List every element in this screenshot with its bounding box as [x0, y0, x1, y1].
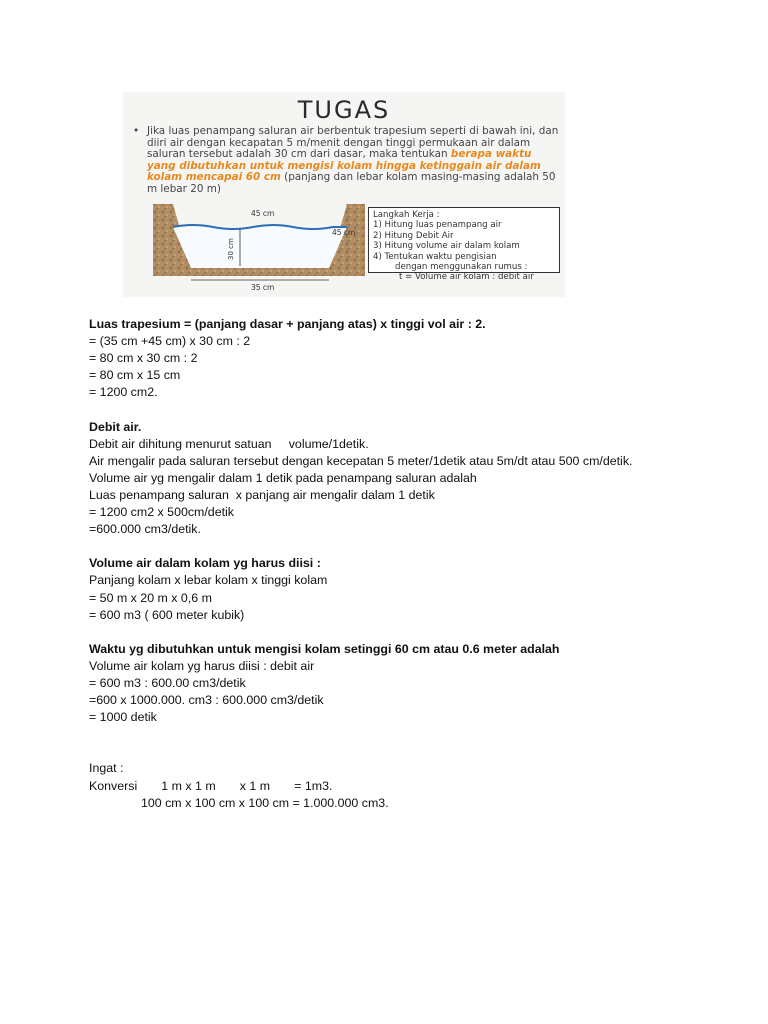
- step-4-formula: t = Volume air kolam : debit air: [399, 272, 534, 283]
- channel-water: [173, 227, 347, 268]
- task-description: [133, 125, 561, 196]
- calc-line: Air mengalir pada saluran tersebut dengan kecepatan 5 meter/1detik atau 5m/dt atau 500 cm/detik.: [89, 453, 633, 468]
- trapezoid-area-formula: Luas trapesium = (panjang dasar + panjang atas) x tinggi vol air : 2.: [89, 317, 486, 331]
- calc-line: = 50 m x 20 m x 0,6 m: [89, 590, 212, 605]
- section-heading-debit: Debit air.: [89, 419, 142, 434]
- step-4: 4) Tentukan waktu pengisian: [373, 251, 497, 262]
- step-4-continued: dengan menggunakan rumus :: [395, 262, 528, 273]
- calc-line: = 600 m3 : 600.00 cm3/detik: [89, 675, 246, 690]
- bullet-icon: •: [133, 125, 140, 137]
- calc-line: = 80 cm x 30 cm : 2: [89, 351, 198, 366]
- work-steps-box: [368, 207, 560, 283]
- solution-text: [89, 316, 729, 812]
- calc-line: = (35 cm +45 cm) x 30 cm : 2: [89, 334, 251, 349]
- conversion-line: Konversi 1 m x 1 m x 1 m = 1m3.: [89, 778, 333, 793]
- water-height-label: 30 cm: [227, 238, 235, 260]
- calc-line: Debit air dihitung menurut satuan volume/1detik.: [89, 436, 369, 451]
- note-heading: Ingat :: [89, 761, 124, 776]
- conversion-line: 100 cm x 100 cm x 100 cm = 1.000.000 cm3.: [141, 795, 389, 810]
- step-3: 3) Hitung volume air dalam kolam: [373, 241, 520, 252]
- bottom-width-label: 35 cm: [251, 283, 275, 292]
- calc-line: Volume air yg mengalir dalam 1 detik pada penampang saluran adalah: [89, 470, 477, 485]
- section-heading-volume: Volume air dalam kolam yg harus diisi :: [89, 556, 321, 571]
- steps-title: Langkah Kerja :: [373, 210, 440, 220]
- task-text-part1: Jika luas penampang saluran air berbentuk trapesium seperti di bawah ini, dan diiri air dengan kecapatan 5 m/menit dengan tinggi permukaan air dalam saluran tersebut adalah 30 cm dari dasar, maka tentukan: [147, 125, 559, 161]
- depth-side-label: 45 cm: [332, 228, 356, 237]
- calc-line: =600 x 1000.000. cm3 : 600.000 cm3/detik: [89, 693, 324, 708]
- step-2: 2) Hitung Debit Air: [373, 230, 454, 241]
- trapezoid-channel-diagram: [153, 202, 365, 294]
- calc-line: = 1200 cm2.: [89, 385, 158, 400]
- calc-line: = 1000 detik: [89, 710, 157, 725]
- top-width-label: 45 cm: [251, 209, 275, 218]
- calc-line: = 80 cm x 15 cm: [89, 368, 181, 383]
- task-text-emphasis: berapa waktu yang dibutuhkan untuk mengisi kolam hingga ketinggain air dalam kolam mencapai 60 cm: [147, 148, 541, 184]
- step-1: 1) Hitung luas penampang air: [373, 220, 502, 231]
- task-text-part3: (panjang dan lebar kolam masing-masing adalah 50 m lebar 20 m): [147, 171, 556, 195]
- calc-line: =600.000 cm3/detik.: [89, 522, 201, 537]
- task-title: TUGAS: [297, 96, 391, 124]
- calc-line: Luas penampang saluran x panjang air mengalir dalam 1 detik: [89, 487, 435, 502]
- section-heading-time: Waktu yg dibutuhkan untuk mengisi kolam setinggi 60 cm atau 0.6 meter adalah: [89, 641, 560, 656]
- task-image-panel: [123, 92, 565, 297]
- calc-line: = 600 m3 ( 600 meter kubik): [89, 607, 245, 622]
- calc-line: Volume air kolam yg harus diisi : debit air: [89, 658, 315, 673]
- calc-line: Panjang kolam x lebar kolam x tinggi kolam: [89, 573, 328, 588]
- calc-line: = 1200 cm2 x 500cm/detik: [89, 505, 234, 520]
